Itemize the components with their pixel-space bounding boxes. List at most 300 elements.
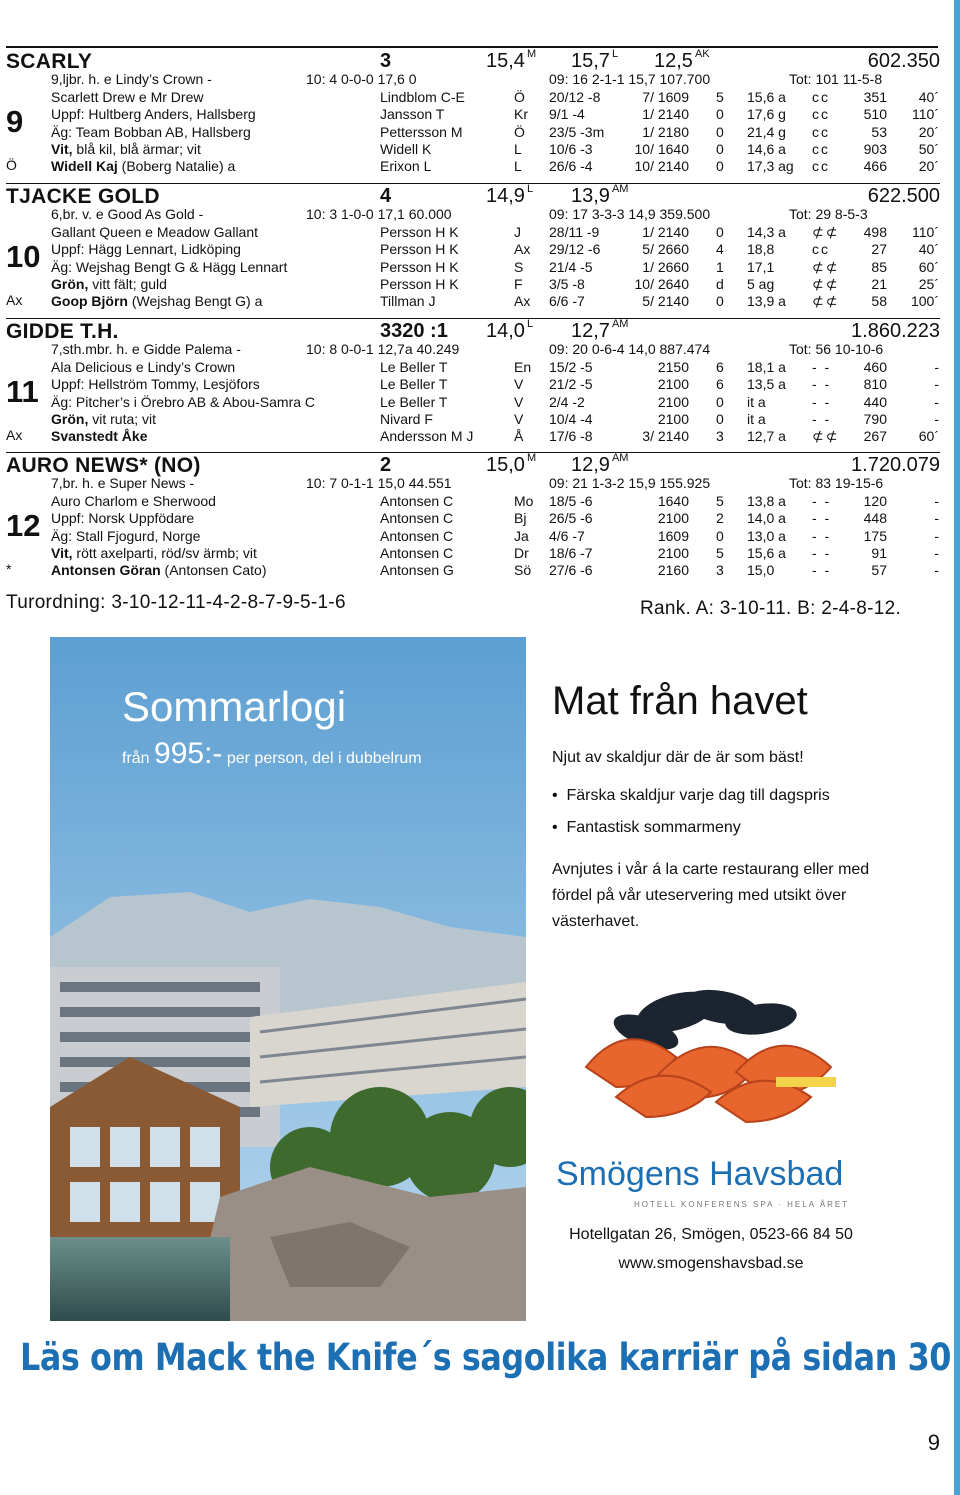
shoe-symbols: ᴄᴄ [812,89,830,105]
row-info-text: blå kil, blå ärmar; vit [72,140,201,157]
stats-2010: 10: 7 0-1-1 15,0 44.551 [306,475,452,491]
race-row [6,89,940,106]
horse-pedigree-age: 6,br. v. e Good As Gold - [51,206,204,222]
row-info-text: Äg: Wejshag Bengt G & Hägg Lennart [51,258,288,275]
ad-paragraph: Avnjutes i vår á la carte restaurang eller med fördel på vår uteservering med utsikt över västerhavet. [552,861,870,930]
shoe-symbols: ⊄⊄ [812,275,840,292]
distance: 1609 [657,527,689,544]
odds: 53 [871,123,887,140]
record-value: 12,7 [571,320,610,342]
shoe-mark: Ax [6,427,23,443]
prize: - [934,562,939,579]
km-time: it a [747,410,766,427]
race-date: 2/4 -2 [549,393,585,410]
row-info-text: (Boberg Natalie) a [117,158,236,175]
track: Ja [514,527,529,544]
race-row [6,411,940,428]
record-value: 13,9 [571,185,610,207]
placement: 3 [716,562,724,579]
stats-2009: 09: 20 0-6-4 14,0 887.474 [549,341,711,357]
post-position: 2 [380,454,392,476]
row-info-text: vitt fält; guld [88,275,167,292]
post-position: 3 [380,50,392,72]
race-row [6,158,940,175]
record-value: 12,9 [571,454,610,476]
row-info-text: Äg: Pitcher’s i Örebro AB & Abou-Samra C [51,393,316,410]
shoe-symbols: ⊄⊄ [812,224,840,240]
race-date: 18/5 -6 [549,493,593,509]
horse-separator [6,452,940,453]
ad-brand: Smögens Havsbad [556,1155,844,1193]
record-type: M [526,452,537,464]
track: Kr [514,106,528,123]
row-info [51,106,256,122]
driver: Erixon L [380,158,432,175]
km-time: 13,0 a [747,527,786,544]
post-position: 4 [380,185,392,207]
driver: Antonsen C [380,493,454,509]
race-row [6,259,940,276]
shoe-symbols: - - [812,359,832,375]
placement: 0 [716,224,724,240]
odds: 466 [863,158,887,175]
row-info [51,394,315,410]
race-row [6,293,940,310]
ad-subheading: Njut av skaldjur där de är som bäst! [552,749,804,766]
race-row [6,106,940,123]
odds: 267 [863,428,887,445]
driver: Persson H K [380,275,459,292]
row-info [51,293,262,309]
row-info-text: (Antonsen Cato) [160,562,267,579]
row-info [51,158,235,174]
track: Ö [514,123,525,140]
record-time [571,320,628,343]
race-date: 28/11 -9 [549,224,600,240]
top-rule [6,46,938,48]
distance: 1/ 2660 [642,258,689,275]
distance: 2160 [657,562,689,579]
record-type: AM [611,183,629,195]
track: F [514,275,523,292]
km-time: 15,6 a [747,544,786,561]
earnings: 1.860.223 [851,320,940,342]
distance: 2100 [657,510,689,527]
ad-left-title: Sommarlogi [122,683,347,730]
race-date: 3/5 -8 [549,275,585,292]
placement: d [716,275,724,292]
race-row [6,528,940,545]
stats-row [6,341,940,358]
record-value: 15,4 [486,50,525,72]
km-time: 15,0 [747,562,775,579]
driver: Nivard F [380,410,433,427]
odds: 460 [863,359,887,375]
row-info [51,545,257,561]
row-info-bold: Grön, [51,410,89,427]
record-value: 14,9 [486,185,525,207]
prize: 40´ [918,241,939,258]
bullet-2: • Fantastisk sommarmeny [552,819,741,836]
row-info [51,124,251,140]
price-amount: 995:- [154,737,223,770]
odds: 351 [863,89,887,105]
distance: 2100 [657,544,689,561]
record-time [486,185,533,208]
ad-text-panel [526,637,896,1321]
stats-2010: 10: 3 1-0-0 17,1 60.000 [306,206,452,222]
placement: 6 [716,376,724,393]
shoe-symbols: ⊄⊄ [812,258,840,275]
track: Å [514,428,524,445]
placement: 0 [716,140,724,157]
ad-heading: Mat från havet [552,679,808,723]
stats-row [6,71,940,88]
race-date: 6/6 -7 [549,293,585,310]
track: V [514,376,524,393]
track: Bj [514,510,527,527]
odds: 58 [871,293,887,310]
row-info [51,241,241,257]
race-date: 23/5 -3m [549,123,605,140]
track: Sö [514,562,532,579]
row-info [51,89,203,105]
shoe-symbols: ᴄᴄ [812,123,830,140]
bullet-2-text: Fantastisk sommarmeny [566,819,741,836]
record-time [486,320,533,343]
shoe-symbols: - - [812,510,832,527]
race-date: 18/6 -7 [549,544,593,561]
placement: 5 [716,89,724,105]
bullet-1-text: Färska skaldjur varje dag till dagspris [566,787,830,804]
driver: Lindblom C-E [380,89,465,105]
placement: 4 [716,241,724,258]
track: Dr [514,544,529,561]
race-date: 29/12 -6 [549,241,601,258]
odds: 57 [871,562,887,579]
row-info [51,562,267,578]
race-date: 17/6 -8 [549,428,593,445]
odds: 91 [871,544,887,561]
record-type: L [526,318,534,330]
track: Ax [514,241,531,258]
horse-name: AURO NEWS* (NO) [6,454,201,477]
turordning: Turordning: 3-10-12-11-4-2-8-7-9-5-1-6 [6,592,346,613]
shoe-symbols: ⊄⊄ [812,428,840,445]
driver: Jansson T [380,106,445,123]
track: En [514,359,532,375]
stats-row [6,206,940,223]
row-info-bold: Svanstedt Åke [51,428,148,445]
shoe-symbols: - - [812,544,832,561]
driver: Le Beller T [380,393,448,410]
prize: 20´ [918,123,939,140]
ad-tagline: HOTELL KONFERENS SPA · HELA ÅRET [634,1200,850,1209]
race-date: 21/4 -5 [549,258,593,275]
distance: 5/ 2660 [642,241,689,258]
prize: 60´ [918,258,939,275]
shoe-symbols: - - [812,393,832,410]
shoe-mark: Ax [6,292,23,308]
seafood-illustration [526,957,896,1127]
placement: 0 [716,293,724,310]
distance: 7/ 1609 [642,89,689,105]
distance: 2100 [657,376,689,393]
shoe-symbols: - - [812,376,832,393]
odds: 120 [863,493,887,509]
row-info-text: vit ruta; vit [88,410,157,427]
race-row [6,394,940,411]
row-info-bold: Antonsen Göran [51,562,161,579]
km-time: 17,3 ag [747,158,794,175]
odds: 85 [871,258,887,275]
driver: Pettersson M [380,123,463,140]
track: S [514,258,524,275]
start-number: 12 [6,508,41,543]
race-row [6,124,940,141]
prize: 110´ [912,224,939,240]
track: Mo [514,493,534,509]
price-prefix: från [122,750,155,767]
odds: 175 [863,527,887,544]
record-value: 15,7 [571,50,610,72]
driver: Andersson M J [380,428,474,445]
prize: 25´ [918,275,939,292]
km-time: 15,6 a [747,89,786,105]
distance: 5/ 2140 [642,293,689,310]
track: L [514,140,522,157]
post-position: 3320 :1 [380,320,448,342]
race-date: 26/6 -4 [549,158,593,175]
placement: 6 [716,359,724,375]
driver: Antonsen C [380,527,454,544]
km-time: 14,3 a [747,224,786,240]
record-type: AM [611,452,629,464]
odds: 903 [863,140,887,157]
row-info-text: Auro Charlom e Sherwood [51,493,216,509]
row-info [51,528,200,544]
placement: 0 [716,106,724,123]
horse-pedigree-age: 7,sth.mbr. h. e Gidde Palema - [51,341,241,357]
record-value: 14,0 [486,320,525,342]
driver: Widell K [380,140,432,157]
odds: 440 [863,393,887,410]
prize: - [934,527,939,544]
driver: Le Beller T [380,376,448,393]
shoe-symbols: - - [812,527,832,544]
driver: Tillman J [380,293,436,310]
odds: 510 [863,106,887,123]
race-date: 9/1 -4 [549,106,585,123]
record-time [571,185,628,208]
record-value: 15,0 [486,454,525,476]
record-value: 12,5 [654,50,693,72]
driver: Persson H K [380,224,459,240]
stats-total: Tot: 29 8-5-3 [789,206,868,222]
placement: 0 [716,158,724,175]
ad-price-line [122,737,422,771]
record-type: M [526,48,537,60]
km-time: 21,4 g [747,123,786,140]
row-info [51,259,287,275]
earnings: 602.350 [867,50,940,72]
race-row [6,510,940,527]
distance: 2100 [657,410,689,427]
km-time: 17,1 [747,258,775,275]
stats-total: Tot: 101 11-5-8 [789,71,883,87]
prize: 20´ [918,158,939,175]
bottom-banner-text: Läs om Mack the Knife´s sagolika karriär på sidan 30 [20,1336,952,1379]
race-date: 20/12 -8 [549,89,601,105]
km-time: 13,8 a [747,493,786,509]
prize: - [934,359,939,375]
rank: Rank. A: 3-10-11. B: 2-4-8-12. [640,598,902,619]
distance: 3/ 2140 [642,428,689,445]
odds: 810 [863,376,887,393]
distance: 1640 [657,493,689,509]
placement: 5 [716,544,724,561]
race-row [6,545,940,562]
row-info-text: Uppf: Norsk Uppfödare [51,510,195,527]
race-row [6,428,940,445]
km-time: 5 ag [747,275,775,292]
shoe-symbols: ⊄⊄ [812,293,840,310]
stats-total: Tot: 56 10-10-6 [789,341,884,357]
prize: 60´ [918,428,939,445]
row-info [51,224,258,240]
shoe-symbols: - - [812,562,832,579]
prize: - [934,410,939,427]
row-info [51,276,167,292]
prize: - [934,376,939,393]
km-time: 14,0 a [747,510,786,527]
race-date: 27/6 -6 [549,562,593,579]
prize: - [934,393,939,410]
driver: Antonsen C [380,510,454,527]
row-info-bold: Vit, [51,544,73,561]
distance: 1/ 2140 [642,106,689,123]
distance: 10/ 2640 [634,275,689,292]
race-row [6,376,940,393]
horse-name: SCARLY [6,50,93,73]
prize: 100´ [910,293,939,310]
earnings: 622.500 [867,185,940,207]
record-time [654,50,710,73]
placement: 0 [716,123,724,140]
stats-row [6,475,940,492]
prize: - [934,510,939,527]
row-info [51,359,235,375]
race-row [6,359,940,376]
record-time [571,454,628,477]
odds: 498 [863,224,887,240]
shoe-symbols: ᴄᴄ [812,241,830,258]
race-row [6,493,940,510]
horse-name: TJACKE GOLD [6,185,160,208]
track: Ax [514,293,531,310]
distance: 1/ 2180 [642,123,689,140]
row-info [51,428,147,444]
track: V [514,393,524,410]
placement: 0 [716,410,724,427]
stats-2010: 10: 4 0-0-0 17,6 0 [306,71,417,87]
race-row [6,241,940,258]
prize: 50´ [918,140,939,157]
start-number: 9 [6,104,24,139]
race-date: 26/5 -6 [549,510,593,527]
odds: 790 [863,410,887,427]
stats-2009: 09: 21 1-3-2 15,9 155.925 [549,475,711,491]
record-time [486,454,536,477]
row-info-text: Gallant Queen e Meadow Gallant [51,224,259,240]
horse-separator [6,183,940,184]
placement: 0 [716,393,724,410]
page-number: 9 [927,1430,940,1455]
hotel-advertisement [50,637,896,1321]
row-info-text: Uppf: Hägg Lennart, Lidköping [51,241,241,258]
driver: Le Beller T [380,359,448,375]
row-info-text: Äg: Stall Fjogurd, Norge [51,527,201,544]
price-suffix: per person, del i dubbelrum [222,750,422,767]
horse-pedigree-age: 9,ljbr. h. e Lindy’s Crown - [51,71,212,87]
race-row [6,141,940,158]
race-row [6,562,940,579]
track: Ö [514,89,525,105]
distance: 1/ 2140 [642,224,689,240]
bullet-1: • Färska skaldjur varje dag till dagspris [552,787,830,804]
stats-total: Tot: 83 19-15-6 [789,475,884,491]
record-type: L [526,183,534,195]
prize: 110´ [912,106,939,123]
placement: 5 [716,493,724,509]
row-info [51,141,201,157]
placement: 3 [716,428,724,445]
row-info [51,411,156,427]
placement: 1 [716,258,724,275]
km-time: 13,5 a [747,376,786,393]
track: J [514,224,521,240]
horse-name: GIDDE T.H. [6,320,119,343]
km-time: 12,7 a [747,428,786,445]
race-date: 10/6 -3 [549,140,593,157]
odds: 21 [871,275,887,292]
record-time [486,50,536,73]
race-row [6,276,940,293]
km-time: 17,6 g [747,106,786,123]
placement: 2 [716,510,724,527]
race-date: 15/2 -5 [549,359,593,375]
ad-website-link[interactable]: www.smogenshavsbad.se [618,1255,804,1272]
placement: 0 [716,527,724,544]
track: V [514,410,524,427]
horse-separator [6,318,940,319]
km-time: 14,6 a [747,140,786,157]
row-info [51,376,260,392]
earnings: 1.720.079 [851,454,940,476]
horse-pedigree-age: 7,br. h. e Super News - [51,475,195,491]
odds: 448 [863,510,887,527]
driver: Antonsen G [380,562,454,579]
record-type: AK [694,48,710,60]
distance: 10/ 2140 [634,158,689,175]
row-info-bold: Goop Björn [51,293,128,310]
shoe-symbols: ᴄᴄ [812,140,830,157]
race-date: 10/4 -4 [549,410,593,427]
shoe-mark: * [6,561,12,577]
stats-2009: 09: 16 2-1-1 15,7 107.700 [549,71,711,87]
km-time: it a [747,393,766,410]
row-info-text: Uppf: Hultberg Anders, Hallsberg [51,106,256,123]
